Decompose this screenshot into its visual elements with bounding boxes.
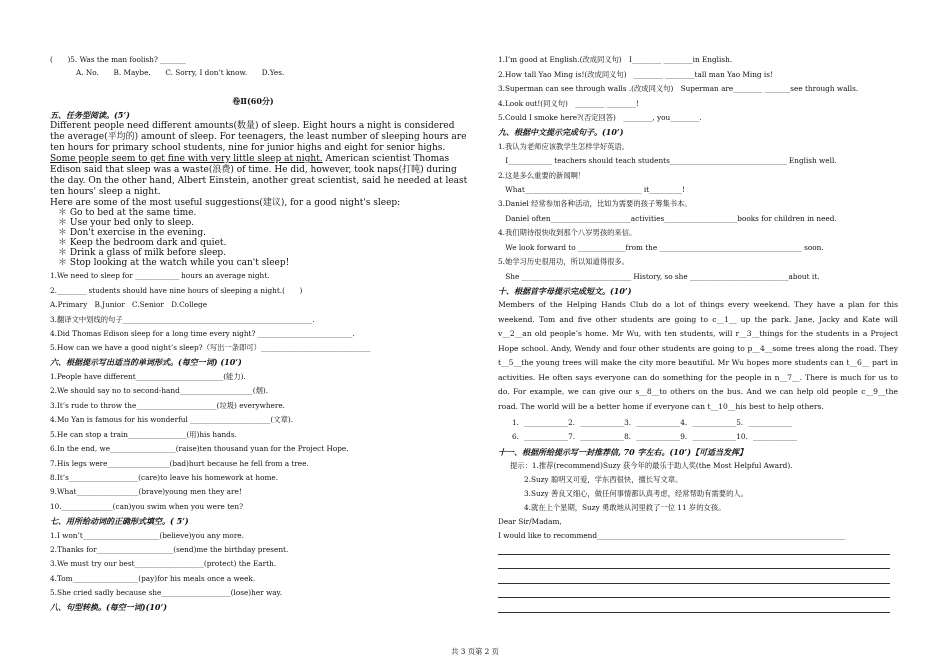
suggestion-item: ＊ Don't exercise in the evening. [58,228,206,238]
section-11-title: 十一、根据所给提示写一封推荐信, 70 字左右。(10’)【可适当发挥】 [498,447,747,457]
transform-item: 2.How tall Yao Ming is!(改成同义句) ________ ________tall man Yao Ming is! [498,70,773,79]
question-5-options: A. No. B. Maybe. C. Sorry, I don’t know. D.Yes. [76,68,285,77]
cloze-blanks-row: 1. ____________2. ____________3. ____________4. ____________5. ____________ [512,418,793,427]
word-form-item: 7.His legs were_________________(bad)hurt because he fell from a tree. [50,459,309,468]
reading-question: 1.We need to sleep for ____________ hours an average night. [50,271,270,280]
translation-prompt: 4.我们期待很快收到那个八岁男孩的来信。 [498,228,637,237]
writing-hint: 3.Suzy 善良又细心，做任何事情都认真考虑，经常帮助有需要的人。 [524,489,748,498]
suggestion-item: ＊ Drink a glass of milk before sleep. [58,248,227,258]
section-5-title: 五、任务型阅读。(5’) [50,110,130,120]
writing-hint: 4.就在上个星期，Suzy 勇敢地从河里救了一位 11 岁的女孩。 [524,503,726,512]
section-6-title: 六、根据提示写出适当的单词形式。(每空一词) (10’) [50,357,242,367]
reading-question: 3.翻译文中划线的句子____________________________________________________. [50,315,315,324]
suggestion-item: ＊ Stop looking at the watch while you can't sleep! [58,258,290,268]
word-form-item: 1.People have different________________________(能力). [50,372,246,381]
reading-question-options: A.Primary B.Junior C.Senior D.College [50,300,208,309]
translation-item: We look forward to _____________from the _______________________________________ soon. [498,243,824,252]
writing-hint: 提示：1.推荐(recommend)Suzy 获今年的最乐于助人奖(the Most Helpful Award). [510,461,793,470]
word-form-item: 2.We should say no to second-hand____________________(烟). [50,386,269,395]
writing-line[interactable] [498,553,890,555]
transform-item: 5.Could I smoke here?(否定回答) ________, you________. [498,113,702,122]
passage-fragment: American scientist Thomas [325,154,450,164]
verb-form-item: 2.Thanks for_____________________(send)me the birthday present. [50,545,289,554]
suggestion-item: ＊ Keep the bedroom dark and quiet. [58,238,227,248]
writing-line[interactable] [498,611,890,613]
verb-form-item: 5.She cried sadly because she___________________(lose)her way. [50,588,283,597]
word-form-item: 6.In the end, we__________________(raise)ten thousand yuan for the Project Hope. [50,444,349,453]
passage-line: Edison said that sleep was a waste(浪费) of time. He did, however, took naps(打盹) during [50,165,457,175]
reading-question: 2.________ students should have nine hours of sleeping a night.( ) [50,286,303,295]
word-form-item: 10.______________(can)you swim when you were ten? [50,502,243,511]
question-5: ( )5. Was the man foolish? _______ [50,55,186,64]
cloze-passage: Members of the Helping Hands Club do a lot of things every weekend. They have a plan for this weekend. Tom and five other students are going to c__1__ up the park. Jane, Jacky and Kate will v__2__an old people’s home. Mr Wu, with ten students, will r__3__things for the students in a Project Hope school. Andy, Wendy and four other students are going to p__4__some trees along the road. They t__5__the young trees will make the city more beautiful. Mr Wu hopes more students can t__6__ part in activities. He often says everyone can do something for the people in n__7__. There is much for us to do. For example, we can give our s__8__to others on the bus. And we can help old people c__9__the road. The world will be a better home if everyone can t__10__his best to help others. [498,300,898,411]
section-9-title: 九、根据中文提示完成句子。(10’) [498,127,624,137]
writing-line[interactable] [498,567,890,569]
translation-item: She ______________________________ History, so she ___________________________about it. [498,272,820,281]
passage-line: the average(平均的) amount of sleep. For teenagers, the least number of sleeping hours are [50,132,467,142]
letter-salutation: Dear Sir/Madam, [498,517,562,526]
translation-item: What________________________________ it_________! [498,185,685,194]
word-form-item: 8.It’s___________________(care)to leave his homework at home. [50,473,279,482]
suggestion-item: ＊ Go to bed at the same time. [58,208,197,218]
passage-line: the day. On the other hand, Albert Einstein, another great scientist, said he needed at least [50,176,468,186]
translation-prompt: 2.这是多么重要的新闻啊！ [498,171,586,180]
translation-prompt: 5.她学习历史很用功，所以知道得很多。 [498,257,630,266]
word-form-item: 4.Mo Yan is famous for his wonderful ______________________(文章). [50,415,294,424]
passage-line: Here are some of the most useful suggestions(建议), for a good night's sleep: [50,198,401,208]
reading-question: 5.How can we have a good night’s sleep?（写出一条即可）______________________________ [50,343,371,352]
writing-line[interactable] [498,582,890,584]
reading-question: 4.Did Thomas Edison sleep for a long time every night? __________________________. [50,329,355,338]
translation-prompt: 3.Daniel 经常参加各种活动，比如为需要的孩子筹集书本。 [498,199,692,208]
suggestion-item: ＊ Use your bed only to sleep. [58,218,195,228]
passage-line: ten hours for primary school students, nine for junior highs and eight for senior highs. [50,143,446,153]
writing-line[interactable] [498,596,890,598]
translation-item: Daniel often______________________activities____________________books for children in need. [498,214,837,223]
section-10-title: 十、根据首字母提示完成短文。(10’) [498,286,632,296]
word-form-item: 9.What_________________(brave)young men they are! [50,487,242,496]
cloze-blanks-row: 6. ____________7. ____________8. ____________9. ____________10. ____________ [512,432,797,441]
section-7-title: 七、用所给动词的正确形式填空。( 5’) [50,516,189,526]
verb-form-item: 1.I won’t_____________________(believe)you any more. [50,531,244,540]
transform-item: 3.Superman can see through walls .(改成同义句) Superman are________ _______see through walls. [498,84,859,93]
transform-item: 1.I’m good at English.(改成同义句) I________ ________in English. [498,55,733,64]
volume-title: 卷Ⅱ(60分) [232,96,274,106]
verb-form-item: 4.Tom__________________(pay)for his meals once a week. [50,574,256,583]
letter-opening: I would like to recommend____________________________________________________________________ [498,531,846,540]
section-8-title: 八、句型转换。(每空一词)(10’) [50,602,168,612]
translation-item: I____________ teachers should teach students________________________________ English well. [498,156,837,165]
word-form-item: 5.He can stop a train________________(用)his hands. [50,430,237,439]
page-footer: 共 3 页第 2 页 [451,647,499,656]
transform-item: 4.Look out!(同义句) ________ ________! [498,99,639,108]
passage-line-underlined [50,154,449,165]
underlined-sentence: Some people seem to get fine with very little sleep at night. [50,154,323,164]
translation-prompt: 1.我认为老师应该教学生怎样学好英语。 [498,142,630,151]
passage-line: ten hours' sleep a night. [50,187,161,197]
word-form-item: 3.It’s rude to throw the______________________(垃圾) everywhere. [50,401,285,410]
writing-hint: 2.Suzy 聪明又可爱，学东西很快，擅长写文章。 [524,475,683,484]
passage-line: Different people need different amounts(数量) of sleep. Eight hours a night is considered [50,121,455,131]
verb-form-item: 3.We must try our best___________________(protect) the Earth. [50,559,277,568]
